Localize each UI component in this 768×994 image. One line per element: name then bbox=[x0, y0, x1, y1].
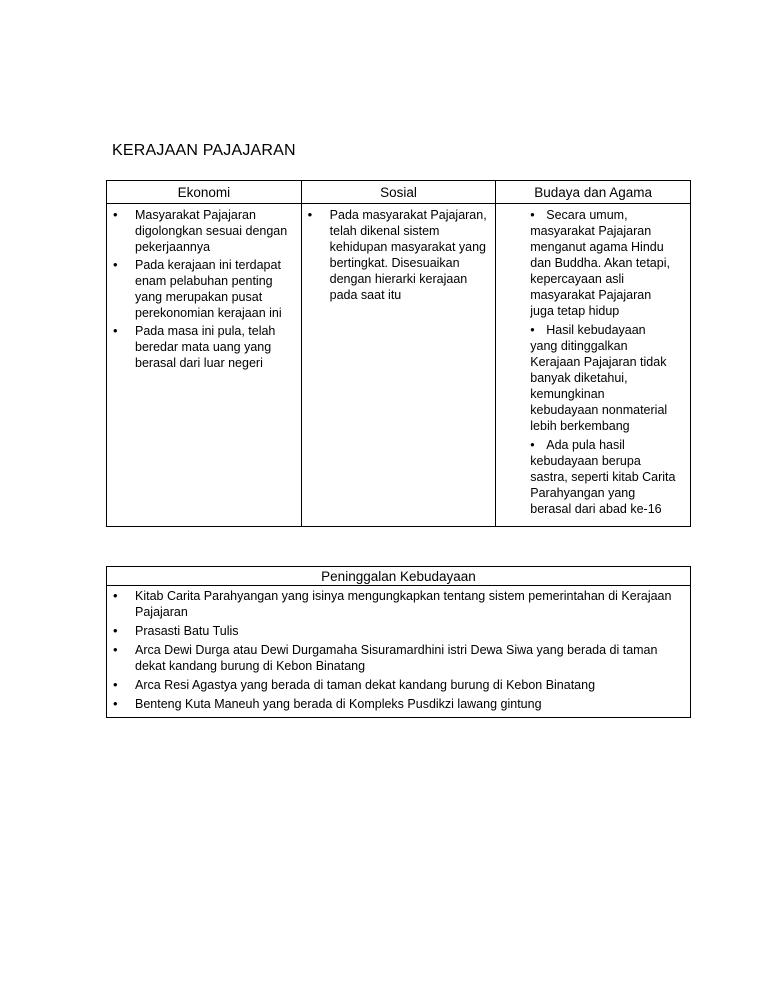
list-item: • Pada masyarakat Pajajaran, telah dikenal sistem kehidupan masyarakat yang bertingkat. Disesuaikan dengan hierarki kerajaan pada saat itu bbox=[302, 207, 490, 303]
budaya-list bbox=[496, 204, 690, 517]
list-item: • Arca Resi Agastya yang berada di taman dekat kandang burung di Kebon Binatang bbox=[107, 677, 682, 693]
bullet-icon: • bbox=[530, 323, 535, 337]
bullet-icon: • bbox=[530, 438, 535, 452]
list-item bbox=[530, 207, 676, 319]
header-peninggalan: Peninggalan Kebudayaan bbox=[107, 567, 691, 586]
table-header-row bbox=[107, 567, 691, 586]
list-item: • Masyarakat Pajajaran digolongkan sesuai dengan pekerjaannya bbox=[107, 207, 295, 255]
cell-sosial bbox=[301, 204, 496, 527]
cell-budaya-agama bbox=[496, 204, 691, 527]
list-item-text: Ada pula hasil kebudayaan berupa sastra, seperti kitab Carita Parahyangan yang berasal dari abad ke-16 bbox=[530, 438, 676, 516]
list-item bbox=[530, 322, 676, 434]
list-item: • Pada masa ini pula, telah beredar mata uang yang berasal dari luar negeri bbox=[107, 323, 295, 371]
cell-peninggalan bbox=[107, 586, 691, 718]
cell-ekonomi bbox=[107, 204, 302, 527]
ekonomi-list bbox=[107, 204, 301, 371]
list-item: • Benteng Kuta Maneuh yang berada di Kompleks Pusdikzi lawang gintung bbox=[107, 696, 682, 712]
list-item bbox=[530, 437, 676, 517]
header-budaya-agama: Budaya dan Agama bbox=[496, 181, 691, 204]
kerajaan-aspects-table bbox=[106, 180, 691, 527]
table-header-row bbox=[107, 181, 691, 204]
list-item: • Arca Dewi Durga atau Dewi Durgamaha Sisuramardhini istri Dewa Siwa yang berada di taman dekat kandang burung di Kebon Binatang bbox=[107, 642, 682, 674]
header-sosial: Sosial bbox=[301, 181, 496, 204]
list-item: • Pada kerajaan ini terdapat enam pelabuhan penting yang merupakan pusat perekonomian kerajaan ini bbox=[107, 257, 295, 321]
list-item: • Prasasti Batu Tulis bbox=[107, 623, 682, 639]
bullet-icon: • bbox=[530, 208, 535, 222]
list-item: • Kitab Carita Parahyangan yang isinya mengungkapkan tentang sistem pemerintahan di Kerajaan Pajajaran bbox=[107, 588, 682, 620]
header-ekonomi: Ekonomi bbox=[107, 181, 302, 204]
list-item-text: Secara umum, masyarakat Pajajaran menganut agama Hindu dan Buddha. Akan tetapi, kepercayaan asli masyarakat Pajajaran juga tetap hidup bbox=[530, 208, 670, 318]
sosial-list bbox=[302, 204, 496, 303]
list-item-text: Hasil kebudayaan yang ditinggalkan Kerajaan Pajajaran tidak banyak diketahui, kemungkinan kebudayaan nonmaterial lebih berkembang bbox=[530, 323, 668, 433]
peninggalan-list bbox=[107, 586, 690, 717]
page-title: KERAJAAN PAJAJARAN bbox=[112, 142, 296, 159]
peninggalan-table bbox=[106, 566, 691, 718]
table-body-row bbox=[107, 204, 691, 527]
table-body-row bbox=[107, 586, 691, 718]
